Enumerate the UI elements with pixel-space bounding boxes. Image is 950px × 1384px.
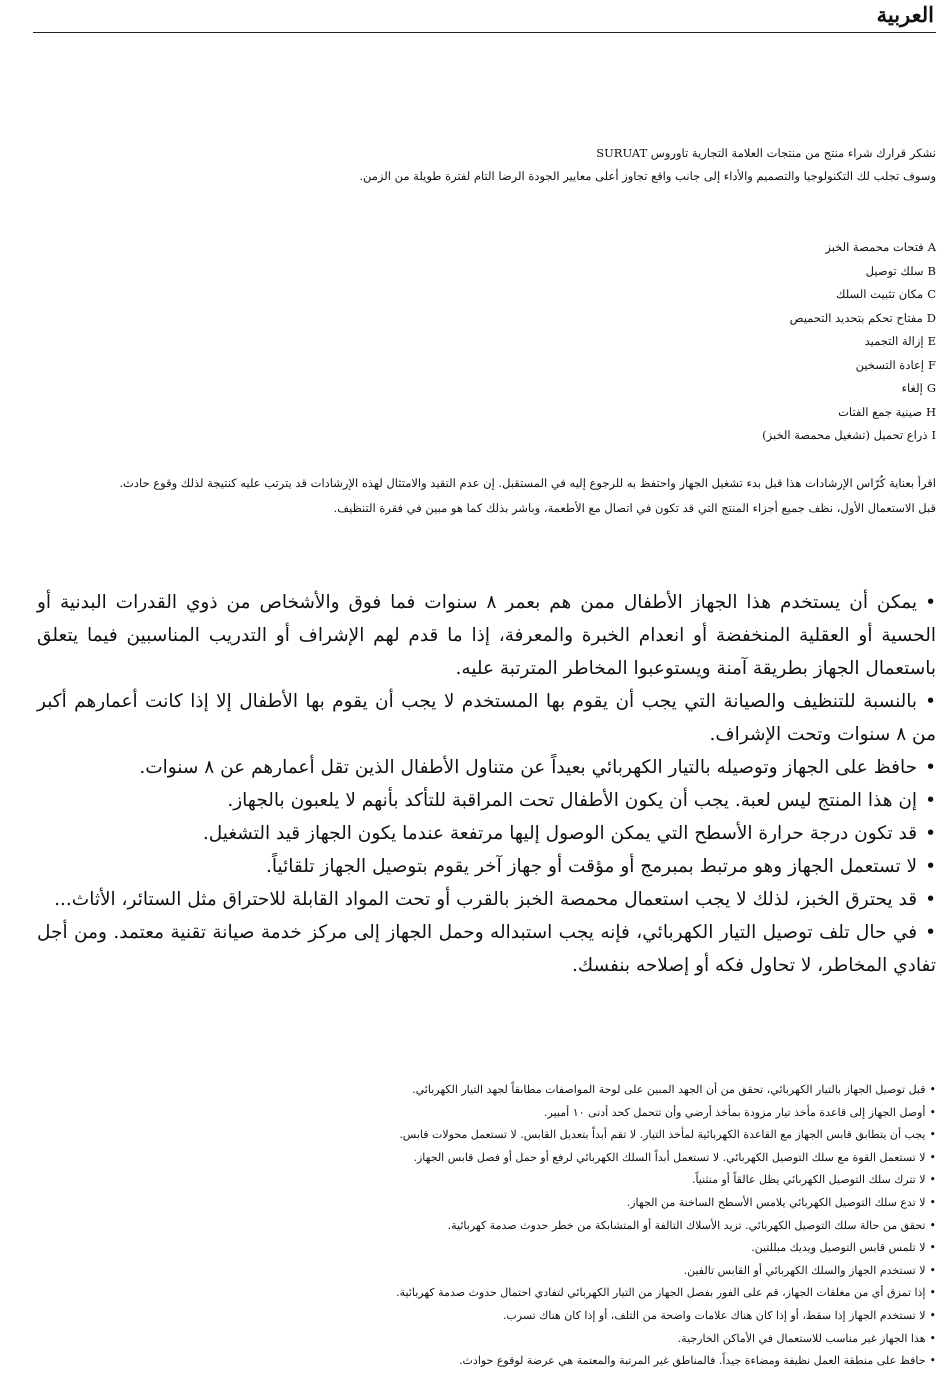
part-item — [33, 307, 936, 331]
part-letter: C — [927, 287, 936, 301]
safety-warnings-list — [37, 586, 936, 982]
electrical-warning-item: • حافظ على منطقة العمل نظيفة ومضاءة جيداً. فالمناطق غير المرتبة والمعتمة هي عرضة لوقوع حوادث. — [33, 1350, 936, 1373]
safety-warning-item: • حافظ على الجهاز وتوصيله بالتيار الكهربائي بعيداً عن متناول الأطفال الذين تقل أعمارهم عن ٨ سنوات. — [37, 751, 936, 784]
part-letter: H — [925, 404, 936, 419]
safety-warning-item: • بالنسبة للتنظيف والصيانة التي يجب أن يقوم بها المستخدم لا يجب أن يقوم بها الأطفال إلا إذا كانت أعمارهم أكبر من ٨ سنوات وتحت الإشراف. — [37, 685, 936, 751]
electrical-warning-item: • لا تدع سلك التوصيل الكهربائي يلامس الأسطح الساخنة من الجهاز. — [33, 1192, 936, 1215]
read-instructions-notice — [33, 471, 936, 521]
part-item — [33, 260, 936, 284]
electrical-warning-item: • لا تستخدم الجهاز والسلك الكهربائي أو القابس تالفين. — [33, 1260, 936, 1283]
part-letter: G — [926, 381, 936, 395]
part-item — [33, 424, 936, 448]
electrical-warning-item: • قبل توصيل الجهاز بالتيار الكهربائي، تحقق من أن الجهد المبين على لوحة المواصفات مطابقاً لجهد التيار الكهربائي. — [33, 1079, 936, 1102]
part-letter: B — [927, 263, 936, 278]
electrical-warning-item: • يجب أن يتطابق قابس الجهاز مع القاعدة الكهربائية لمأخذ التيار. لا تقم أبداً بتعديل القابس. لا تستعمل محولات قابس. — [33, 1124, 936, 1147]
intro-line: وسوف تجلب لك التكنولوجيا والتصميم والأداء إلى جانب واقع تجاوز أعلى معايير الجودة الرضا التام لفترة طويلة من الزمن. — [359, 169, 936, 183]
safety-warning-item: • يمكن أن يستخدم هذا الجهاز الأطفال ممن هم بعمر ٨ سنوات فما فوق والأشخاص من ذوي القدرات البدنية أو الحسية أو العقلية المنخفضة أو انعدام الخبرة والمعرفة، إذا ما قدم لهم الإشراف أو التدريب المناسبين فيما يتعلق باستعمال الجهاز بطريقة آمنة ويستوعبوا المخاطر المترتبة عليه. — [37, 586, 936, 685]
part-label: صينية جمع الفتات — [838, 404, 922, 419]
part-letter: D — [926, 310, 936, 325]
safety-warning-item: • إن هذا المنتج ليس لعبة. يجب أن يكون الأطفال تحت المراقبة للتأكد بأنهم لا يلعبون بالجهاز. — [37, 784, 936, 817]
safety-warning-item: • في حال تلف توصيل التيار الكهربائي، فإنه يجب استبداله وحمل الجهاز إلى مركز خدمة صيانة تقنية معتمد. ومن أجل تفادي المخاطر، لا تحاول فكه أو إصلاحه بنفسك. — [37, 916, 936, 982]
part-letter: F — [928, 357, 936, 372]
safety-warning-item: • قد تكون درجة حرارة الأسطح التي يمكن الوصول إليها مرتفعة عندما يكون الجهاز قيد التشغيل. — [37, 817, 936, 850]
part-item — [33, 401, 936, 425]
part-label: إلغاء — [901, 381, 923, 395]
part-label: ذراع تحميل (تشغيل محمصة الخبز) — [762, 428, 928, 442]
parts-list — [33, 236, 936, 448]
page-header — [33, 0, 936, 33]
part-letter: E — [927, 334, 936, 348]
electrical-warning-item: • لا تترك سلك التوصيل الكهربائي يظل عالقاً أو منثنياً. — [33, 1169, 936, 1192]
part-label: إعادة التسخين — [855, 357, 925, 372]
electrical-warning-item: • لا تستخدم الجهاز إذا سقط، أو إذا كان هناك علامات واضحة من التلف، أو إذا كان هناك تسرب. — [33, 1305, 936, 1328]
electrical-warning-item: • أوصل الجهاز إلى قاعدة مأخذ تيار مزودة بمأخذ أرضي وأن تتحمل كحد أدنى ١٠ أمبير. — [33, 1102, 936, 1125]
safety-warning-item: • لا تستعمل الجهاز وهو مرتبط بمبرمج أو مؤقت أو جهاز آخر يقوم بتوصيل الجهاز تلقائياً. — [37, 850, 936, 883]
part-label: فتحات محمصة الخبز — [825, 240, 924, 254]
part-label: سلك توصيل — [865, 263, 924, 278]
electrical-warning-item: • لا تلمس قابس التوصيل ويديك مبللتين. — [33, 1237, 936, 1260]
intro-line: نشكر قرارك شراء منتج من منتجات العلامة التجارية تاوروس SURUAT — [596, 146, 936, 160]
part-item — [33, 377, 936, 401]
safety-warning-item: • قد يحترق الخبز، لذلك لا يجب استعمال محمصة الخبز بالقرب أو تحت المواد القابلة للاحتراق مثل الستائر، الأثاث... — [37, 883, 936, 916]
part-label: إزالة التجميد — [864, 334, 924, 348]
part-label: مفتاح تحكم بتحديد التحميص — [789, 310, 923, 325]
language-title: العربية — [876, 2, 934, 27]
part-item — [33, 354, 936, 378]
notice-line: قبل الاستعمال الأول، نظف جميع أجزاء المنتج التي قد تكون في اتصال مع الأطعمة، وباشر بذلك كما هو مبين في فقرة التنظيف. — [333, 501, 936, 515]
intro-section — [33, 142, 936, 188]
part-letter: A — [927, 240, 936, 254]
part-letter: I — [931, 428, 936, 442]
electrical-warning-item: • لا تستعمل القوة مع سلك التوصيل الكهربائي. لا تستعمل أبداً السلك الكهربائي لرفع أو حمل أو فصل قابس الجهاز. — [33, 1147, 936, 1170]
electrical-warnings-list — [33, 1079, 936, 1373]
electrical-warning-item: • إذا تمزق أي من مغلقات الجهاز، قم على الفور بفصل الجهاز من التيار الكهربائي لتفادي احتمال حدوث صدمة كهربائية. — [33, 1282, 936, 1305]
electrical-warning-item: • تحقق من حالة سلك التوصيل الكهربائي. تزيد الأسلاك التالفة أو المتشابكة من خطر حدوث صدمة كهربائية. — [33, 1215, 936, 1238]
notice-line: اقرأ بعناية كُرّاس الإرشادات هذا قبل بدء تشغيل الجهاز واحتفظ به للرجوع إليه في المستقبل. إن عدم التقيد والامتثال لهذه الإرشادات قد يترتب عليه كنتيجة لذلك وقوع حادث. — [119, 476, 936, 490]
part-item — [33, 236, 936, 260]
electrical-warning-item: • هذا الجهاز غير مناسب للاستعمال في الأماكن الخارجية. — [33, 1328, 936, 1351]
part-item — [33, 330, 936, 354]
part-label: مكان تثبيت السلك — [836, 287, 924, 301]
part-item — [33, 283, 936, 307]
